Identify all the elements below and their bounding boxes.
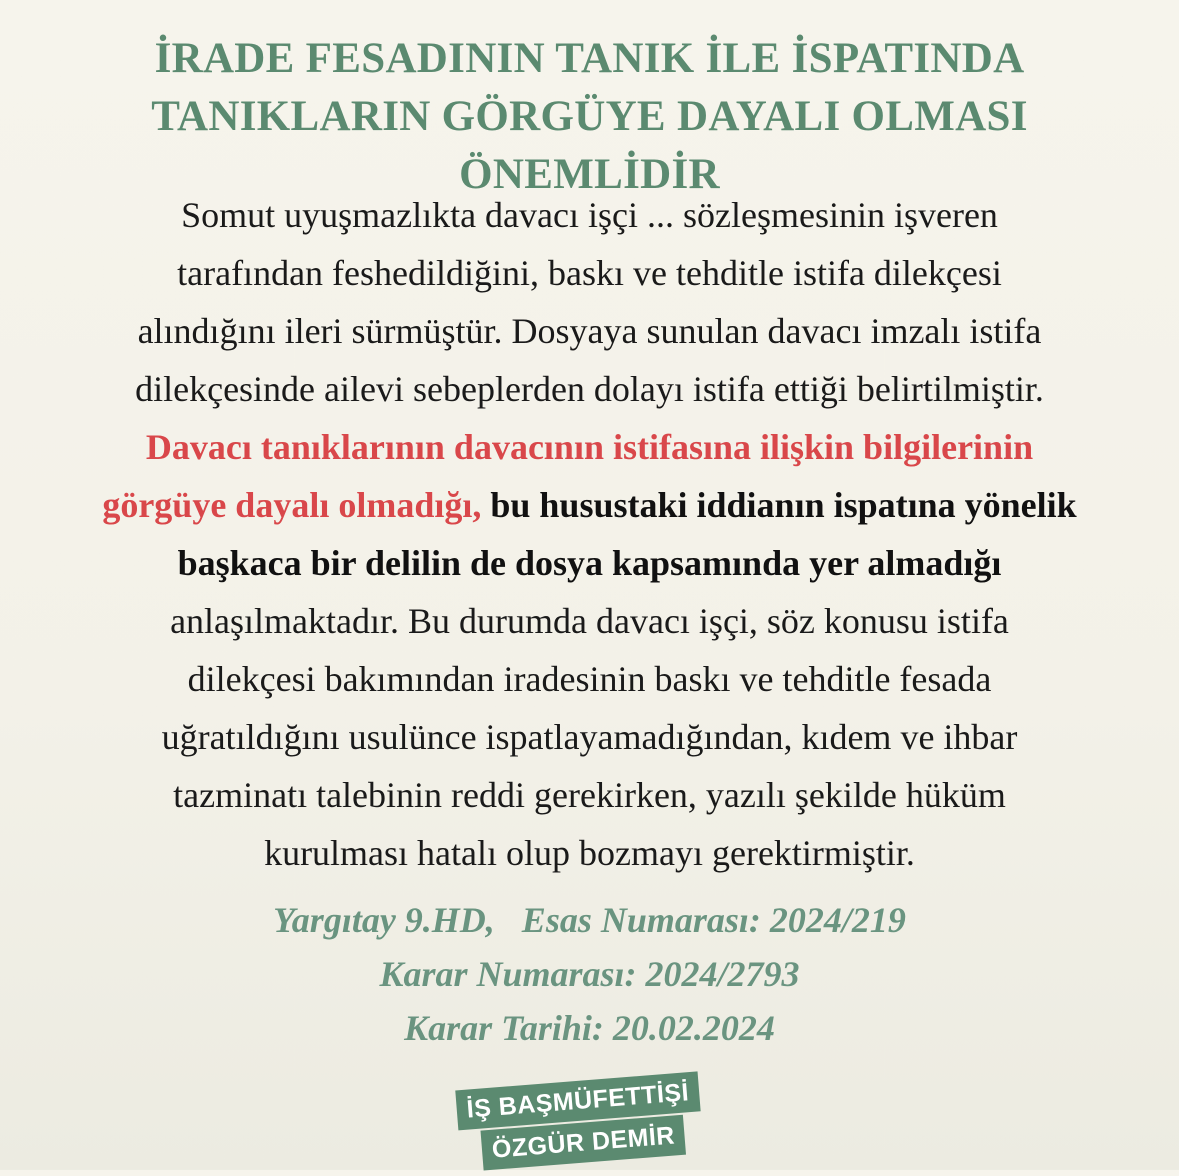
body-line: kurulması hatalı olup bozmayı gerektirmiştir. bbox=[264, 833, 915, 873]
author-badge bbox=[456, 1074, 724, 1166]
highlighted-line: Davacı tanıklarının davacının istifasına ilişkin bilgilerinin bbox=[145, 427, 1034, 467]
author-title-label: İŞ BAŞMÜFETTİŞİ bbox=[455, 1071, 700, 1130]
bold-line: başkaca bir delilin de dosya kapsamında yer almadığı bbox=[177, 543, 1002, 583]
case-citation bbox=[40, 893, 1139, 1055]
page-title bbox=[40, 30, 1139, 204]
highlighted-phrase: görgüye dayalı olmadığı, bbox=[102, 485, 482, 525]
body-line: Somut uyuşmazlıkta davacı işçi ... sözleşmesinin işveren bbox=[181, 195, 998, 235]
title-line-2: TANIKLARIN GÖRGÜYE DAYALI OLMASI bbox=[151, 93, 1028, 140]
body-line: alındığını ileri sürmüştür. Dosyaya sunulan davacı imzalı istifa bbox=[137, 311, 1042, 351]
citation-court-and-docket: Yargıtay 9.HD, Esas Numarası: 2024/219 bbox=[273, 900, 906, 940]
bold-phrase: bu husustaki iddianın ispatına yönelik bbox=[481, 485, 1077, 525]
body-line: tarafından feshedildiğini, baskı ve tehditle istifa dilekçesi bbox=[177, 253, 1002, 293]
body-line: dilekçesi bakımından iradesinin baskı ve tehditle fesada bbox=[187, 659, 992, 699]
body-line: anlaşılmaktadır. Bu durumda davacı işçi, söz konusu istifa bbox=[170, 601, 1009, 641]
body-line: tazminatı talebinin reddi gerekirken, yazılı şekilde hüküm bbox=[173, 775, 1006, 815]
title-line-1: İRADE FESADININ TANIK İLE İSPATINDA bbox=[154, 35, 1025, 82]
body-line: uğratıldığını usulünce ispatlayamadığından, kıdem ve ihbar bbox=[161, 717, 1018, 757]
title-line-3: ÖNEMLİDİR bbox=[459, 151, 720, 198]
author-badge-rotated bbox=[453, 1064, 727, 1176]
decision-excerpt bbox=[22, 186, 1157, 882]
citation-decision-number: Karar Numarası: 2024/2793 bbox=[379, 954, 800, 994]
mixed-emphasis-line bbox=[22, 476, 1157, 534]
author-name-label: ÖZGÜR DEMİR bbox=[480, 1115, 686, 1171]
body-line: dilekçesinde ailevi sebeplerden dolayı istifa ettiği belirtilmiştir. bbox=[135, 369, 1044, 409]
citation-decision-date: Karar Tarihi: 20.02.2024 bbox=[404, 1008, 775, 1048]
